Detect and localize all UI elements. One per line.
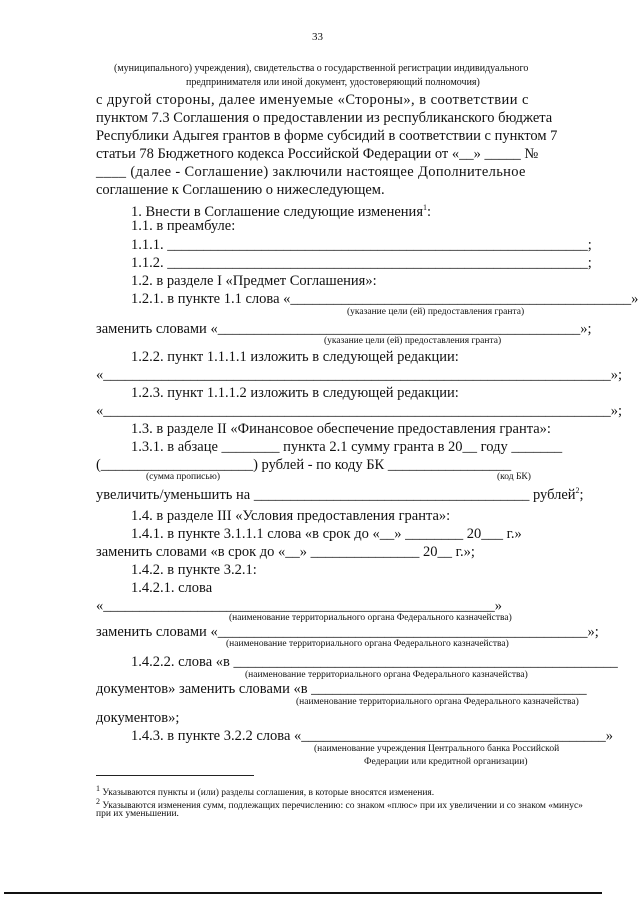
header-line-2: предпринимателя или иной документ, удостоверяющий полномочия) — [186, 77, 480, 88]
item-1-1-1: 1.1.1. __________________________________________________________; — [131, 237, 592, 253]
item-1-3-1-change-text: увеличить/уменьшить на ______________________________________ рублей — [96, 486, 576, 503]
item-1-4-2-1: 1.4.2.1. слова — [131, 580, 213, 596]
item-1-4-1: 1.4.1. в пункте 3.1.1.1 слова «в срок до «__» ________ 20___ г.» — [131, 526, 522, 542]
footnote-2-mark: 2 — [96, 797, 100, 806]
footnote-1-text: Указываются пункты и (или) разделы соглашения, в которые вносятся изменения. — [100, 788, 435, 799]
footnote-1-mark: 1 — [96, 784, 100, 793]
item-1-4-3: 1.4.3. в пункте 3.2.2 слова «__________________________________________» — [131, 728, 614, 744]
caption-sum-words: (сумма прописью) — [146, 472, 220, 482]
item-1-2-3-text: «______________________________________________________________________»; — [96, 403, 623, 419]
caption-bank-2: Федерации или кредитной организации) — [364, 757, 528, 767]
footnote-2-text: Указываются изменения сумм, подлежащих перечислению: со знаком «плюс» при их увеличении и со знаком «минус» — [100, 801, 583, 812]
preamble-line-6: соглашение к Соглашению о нижеследующем. — [96, 182, 385, 198]
item-1-3: 1.3. в разделе II «Финансовое обеспечение предоставления гранта»: — [131, 421, 551, 437]
footnote-ref-2: 2 — [575, 486, 580, 495]
item-1-2-2-text: «______________________________________________________________________»; — [96, 367, 623, 383]
item-1-4-2-2-replace: документов» заменить словами «в ______________________________________ — [96, 681, 587, 697]
item-1-2-3: 1.2.3. пункт 1.1.1.2 изложить в следующей редакции: — [131, 385, 459, 401]
caption-goal-2: (указание цели (ей) предоставления гранта) — [324, 336, 502, 346]
item-1-4-2-2: 1.4.2.2. слова «в _____________________________________________________ — [131, 654, 618, 670]
item-1-4: 1.4. в разделе III «Условия предоставления гранта»: — [131, 508, 451, 524]
item-1-text: 1. Внести в Соглашение следующие изменения — [131, 203, 423, 220]
page-number: 33 — [312, 31, 323, 43]
item-1-3-1: 1.3.1. в абзаце ________ пункта 2.1 сумму гранта в 20__ году _______ — [131, 439, 563, 455]
preamble-line-4: статьи 78 Бюджетного кодекса Российской Федерации от «__» _____ № — [96, 146, 539, 162]
footnote-ref-1: 1 — [422, 203, 427, 212]
caption-goal-1: (указание цели (ей) предоставления гранта) — [347, 307, 525, 317]
footnote-separator — [96, 775, 254, 776]
caption-treasury-3: (наименование территориального органа Федерального казначейства) — [245, 670, 528, 680]
item-1-4-2-1-replace: заменить словами «___________________________________________________»; — [96, 624, 599, 640]
caption-treasury-2: (наименование территориального органа Федерального казначейства) — [226, 639, 509, 649]
caption-bk-code: (код БК) — [497, 472, 531, 482]
item-1-3-1-sum: (_____________________) рублей - по коду БК _________________ — [96, 457, 512, 473]
item-1-4-2-1-words: «______________________________________________________» — [96, 598, 502, 614]
preamble-line-1: с другой стороны, далее именуемые «Стороны», в соответствии с — [96, 92, 529, 108]
preamble-line-5: ____ (далее - Соглашение) заключили настоящее Дополнительное — [96, 164, 526, 180]
footnote-2-continued: при их уменьшении. — [96, 809, 179, 819]
item-1-2: 1.2. в разделе I «Предмет Соглашения»: — [131, 273, 377, 289]
item-1-2-2: 1.2.2. пункт 1.1.1.1 изложить в следующей редакции: — [131, 349, 459, 365]
item-1-3-1-change — [96, 482, 584, 504]
item-1-2-1-replace: заменить словами «__________________________________________________»; — [96, 321, 592, 337]
item-1-4-2: 1.4.2. в пункте 3.2.1: — [131, 562, 257, 578]
item-1-4-1-replace: заменить словами «в срок до «__» _______________ 20__ г.»; — [96, 544, 475, 560]
item-1-3-1-semicolon: ; — [579, 486, 584, 503]
bottom-border-line — [4, 892, 602, 894]
preamble-line-2: пунктом 7.3 Соглашения о предоставлении из республиканского бюджета — [96, 110, 553, 126]
caption-treasury-1: (наименование территориального органа Федерального казначейства) — [229, 613, 512, 623]
caption-treasury-4: (наименование территориального органа Федерального казначейства) — [296, 697, 579, 707]
item-1-2-1: 1.2.1. в пункте 1.1 слова «_______________________________________________» — [131, 291, 639, 307]
item-1-colon: : — [426, 203, 432, 220]
header-line-1: (муниципального) учреждения), свидетельства о государственной регистрации индивидуального — [114, 63, 529, 74]
item-1-4-2-2-end: документов»; — [96, 710, 180, 726]
caption-bank-1: (наименование учреждения Центрального банка Российской — [314, 744, 560, 754]
item-1-1: 1.1. в преамбуле: — [131, 218, 236, 234]
item-1-1-2: 1.1.2. __________________________________________________________; — [131, 255, 592, 271]
preamble-line-3: Республики Адыгея грантов в форме субсидий в соответствии с пунктом 7 — [96, 128, 558, 144]
